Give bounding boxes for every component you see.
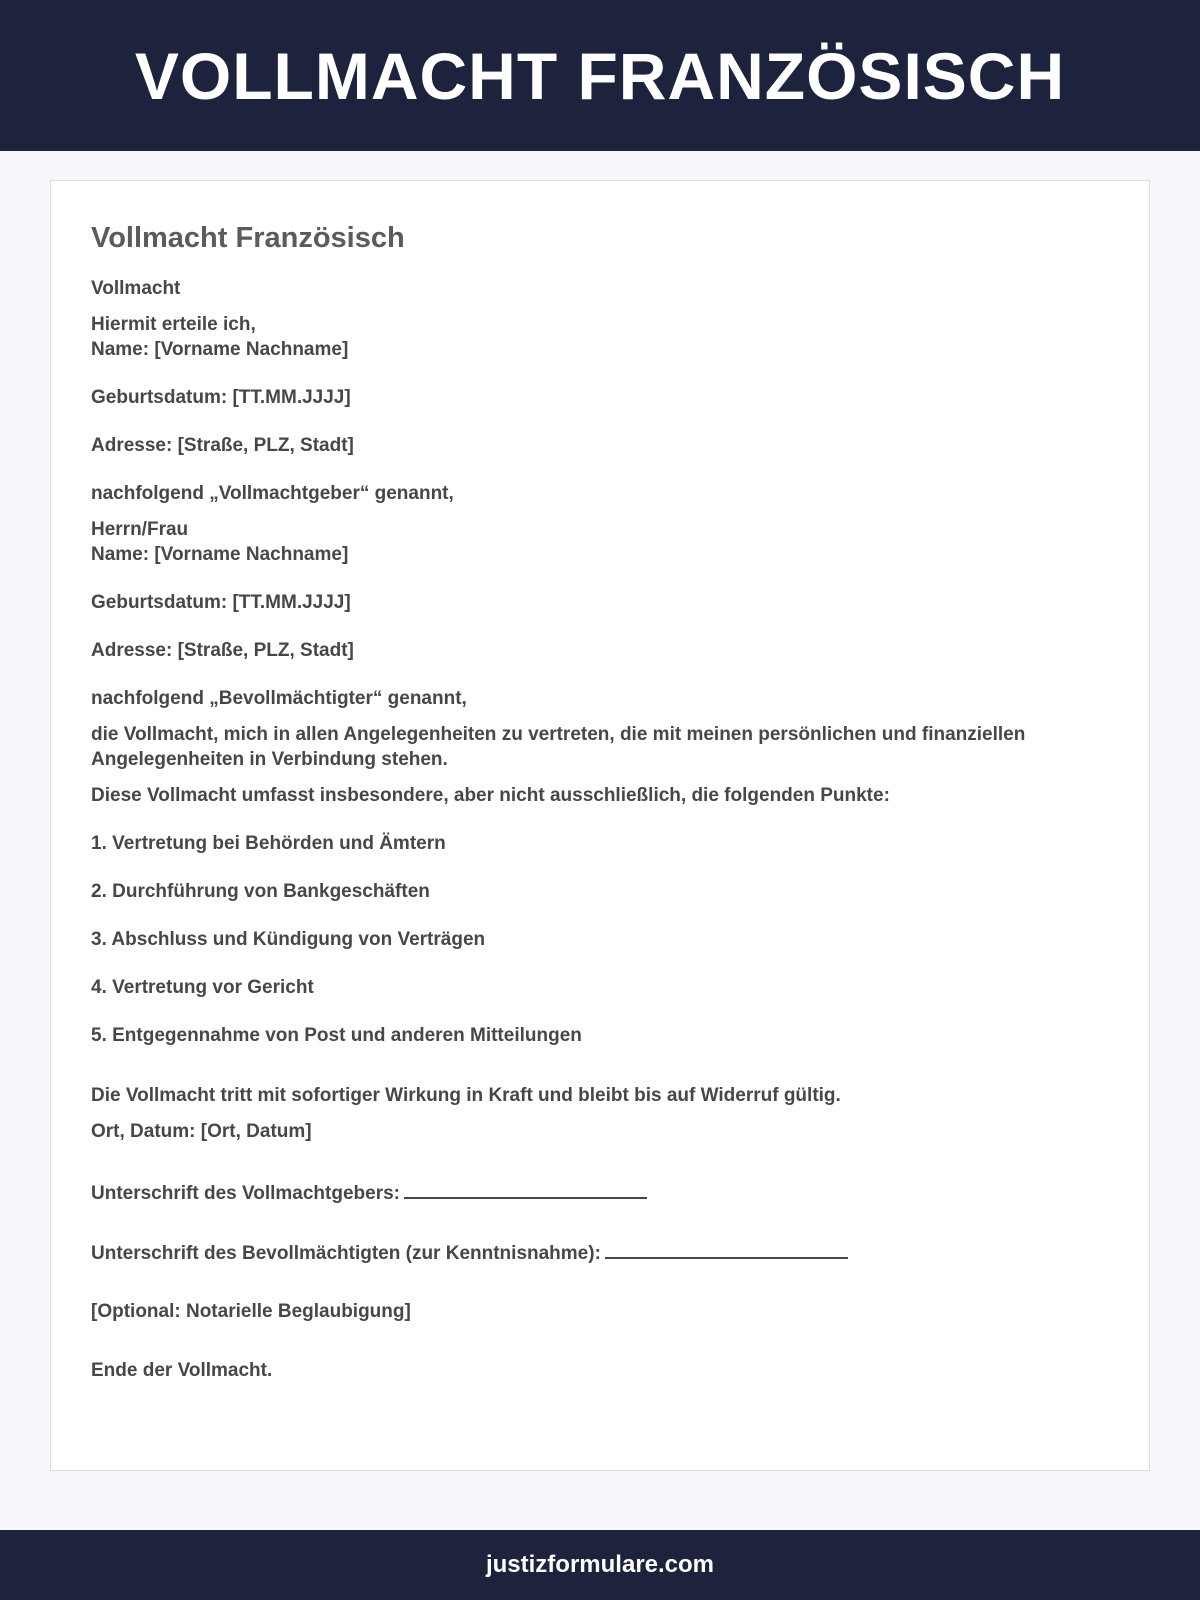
- list-item: 3. Abschluss und Kündigung von Verträgen: [91, 929, 486, 950]
- page-title: VOLLMACHT FRANZÖSISCH: [134, 38, 1066, 113]
- document-heading: Vollmacht: [91, 278, 181, 299]
- list-item: 2. Durchführung von Bankgeschäften: [91, 881, 430, 902]
- signature-blank: [605, 1239, 848, 1259]
- intro-text: Hiermit erteile ich,: [91, 314, 256, 335]
- place-date: Ort, Datum: [Ort, Datum]: [91, 1121, 312, 1142]
- list-intro: Diese Vollmacht umfasst insbesondere, aber nicht ausschließlich, die folgenden Punkte:: [91, 785, 890, 806]
- agent-name: Name: [Vorname Nachname]: [91, 544, 349, 565]
- grantor-address: Adresse: [Straße, PLZ, Stadt]: [91, 435, 354, 456]
- grantor-signature-line: [91, 1179, 647, 1206]
- list-item: 1. Vertretung bei Behörden und Ämtern: [91, 833, 446, 854]
- notary-note: [Optional: Notarielle Beglaubigung]: [91, 1301, 411, 1322]
- agent-signature-label: Unterschrift des Bevollmächtigten (zur Kenntnisnahme):: [91, 1243, 601, 1264]
- document-end: Ende der Vollmacht.: [91, 1360, 273, 1381]
- footer-site: justizformulare.com: [485, 1551, 715, 1578]
- grantor-designation: nachfolgend „Vollmachtgeber“ genannt,: [91, 483, 454, 504]
- agent-address: Adresse: [Straße, PLZ, Stadt]: [91, 640, 354, 661]
- agent-designation: nachfolgend „Bevollmächtigter“ genannt,: [91, 688, 467, 709]
- grantor-signature-label: Unterschrift des Vollmachtgebers:: [91, 1183, 401, 1204]
- page-header: [0, 0, 1200, 151]
- page-footer: [0, 1530, 1200, 1600]
- document-title: Vollmacht Französisch: [91, 222, 405, 254]
- agent-signature-line: [91, 1239, 848, 1266]
- document-card: [50, 180, 1150, 1471]
- agent-salutation: Herrn/Frau: [91, 519, 189, 540]
- grantor-birthdate: Geburtsdatum: [TT.MM.JJJJ]: [91, 387, 351, 408]
- signature-blank: [404, 1179, 647, 1199]
- agent-birthdate: Geburtsdatum: [TT.MM.JJJJ]: [91, 592, 351, 613]
- list-item: 5. Entgegennahme von Post und anderen Mitteilungen: [91, 1025, 582, 1046]
- validity-text: Die Vollmacht tritt mit sofortiger Wirkung in Kraft und bleibt bis auf Widerruf gültig.: [91, 1085, 841, 1106]
- grantor-name: Name: [Vorname Nachname]: [91, 339, 349, 360]
- scope-paragraph: die Vollmacht, mich in allen Angelegenheiten zu vertreten, die mit meinen persönlichen und finanziellen Angelegenheiten in Verbindung stehen.: [91, 724, 1026, 770]
- list-item: 4. Vertretung vor Gericht: [91, 977, 314, 998]
